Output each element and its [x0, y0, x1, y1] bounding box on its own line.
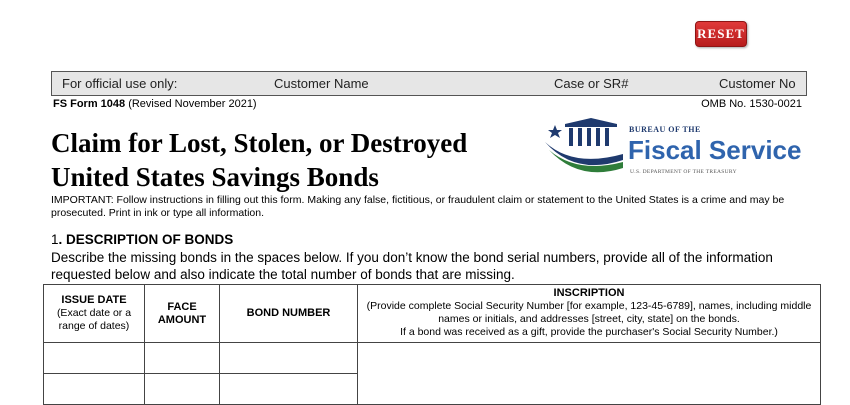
- inscription-header: [358, 285, 821, 343]
- logo-name: Fiscal Service: [628, 135, 802, 165]
- face-amount-cell[interactable]: [145, 374, 220, 405]
- logo-bureau-line: BUREAU OF THE: [629, 125, 701, 134]
- logo-department: U.S. DEPARTMENT OF THE TREASURY: [630, 169, 737, 175]
- issue-date-cell[interactable]: [44, 374, 145, 405]
- issue-date-title: ISSUE DATE: [61, 294, 127, 306]
- form-revision: (Revised November 2021): [128, 98, 257, 110]
- treasury-building-icon: [545, 118, 623, 172]
- face-amount-title: FACE AMOUNT: [157, 300, 207, 326]
- form-number: FS Form 1048: [53, 98, 126, 110]
- official-use-bar: [51, 71, 807, 96]
- bond-number-title: BOND NUMBER: [246, 307, 331, 319]
- case-sr-label: Case or SR#: [554, 76, 629, 91]
- form-id: [53, 98, 257, 110]
- section-1-heading: [51, 232, 233, 247]
- section-1-title: . DESCRIPTION OF BONDS: [58, 232, 234, 247]
- omb-number: OMB No. 1530-0021: [701, 98, 802, 110]
- table-row: [44, 343, 821, 374]
- bond-number-header: [220, 285, 358, 343]
- inscription-subtitle-1: (Provide complete Social Security Number [for example, 123-45-6789], names, including middle names or initials, and addresses [street, city, state] on the bonds.: [366, 300, 812, 325]
- section-1-description: Describe the missing bonds in the spaces below. If you don’t know the bond serial numbers, provide all of the information requested below and also indicate the total number of bonds that are missing.: [51, 250, 773, 282]
- bond-number-cell[interactable]: [220, 343, 358, 374]
- fiscal-service-logo: [543, 116, 802, 182]
- title-line-1: Claim for Lost, Stolen, or Destroyed: [51, 128, 468, 158]
- issue-date-header: [44, 285, 145, 343]
- table-header-row: [44, 285, 821, 343]
- bonds-table: [43, 284, 821, 405]
- issue-date-cell[interactable]: [44, 343, 145, 374]
- issue-date-subtitle: (Exact date or a range of dates): [56, 307, 132, 332]
- face-amount-header: [145, 285, 220, 343]
- title-line-2: United States Savings Bonds: [51, 162, 379, 192]
- page-title: [51, 126, 467, 194]
- bond-number-cell[interactable]: [220, 374, 358, 405]
- face-amount-cell[interactable]: [145, 343, 220, 374]
- reset-button[interactable]: RESET: [695, 21, 747, 47]
- section-1-number: 1: [51, 232, 59, 247]
- customer-no-label: Customer No: [719, 76, 796, 91]
- important-notice: IMPORTANT: Follow instructions in filling out this form. Making any false, fictitious, or fraudulent claim or statement to the United States is a crime and may be prosecuted. Print in ink or type all information.: [51, 194, 785, 219]
- inscription-subtitle-2: If a bond was received as a gift, provide the purchaser's Social Security Number.): [400, 326, 778, 338]
- customer-name-label: Customer Name: [274, 76, 369, 91]
- inscription-title: INSCRIPTION: [553, 287, 625, 299]
- inscription-cell[interactable]: [358, 343, 821, 405]
- official-use-label: For official use only:: [62, 76, 178, 91]
